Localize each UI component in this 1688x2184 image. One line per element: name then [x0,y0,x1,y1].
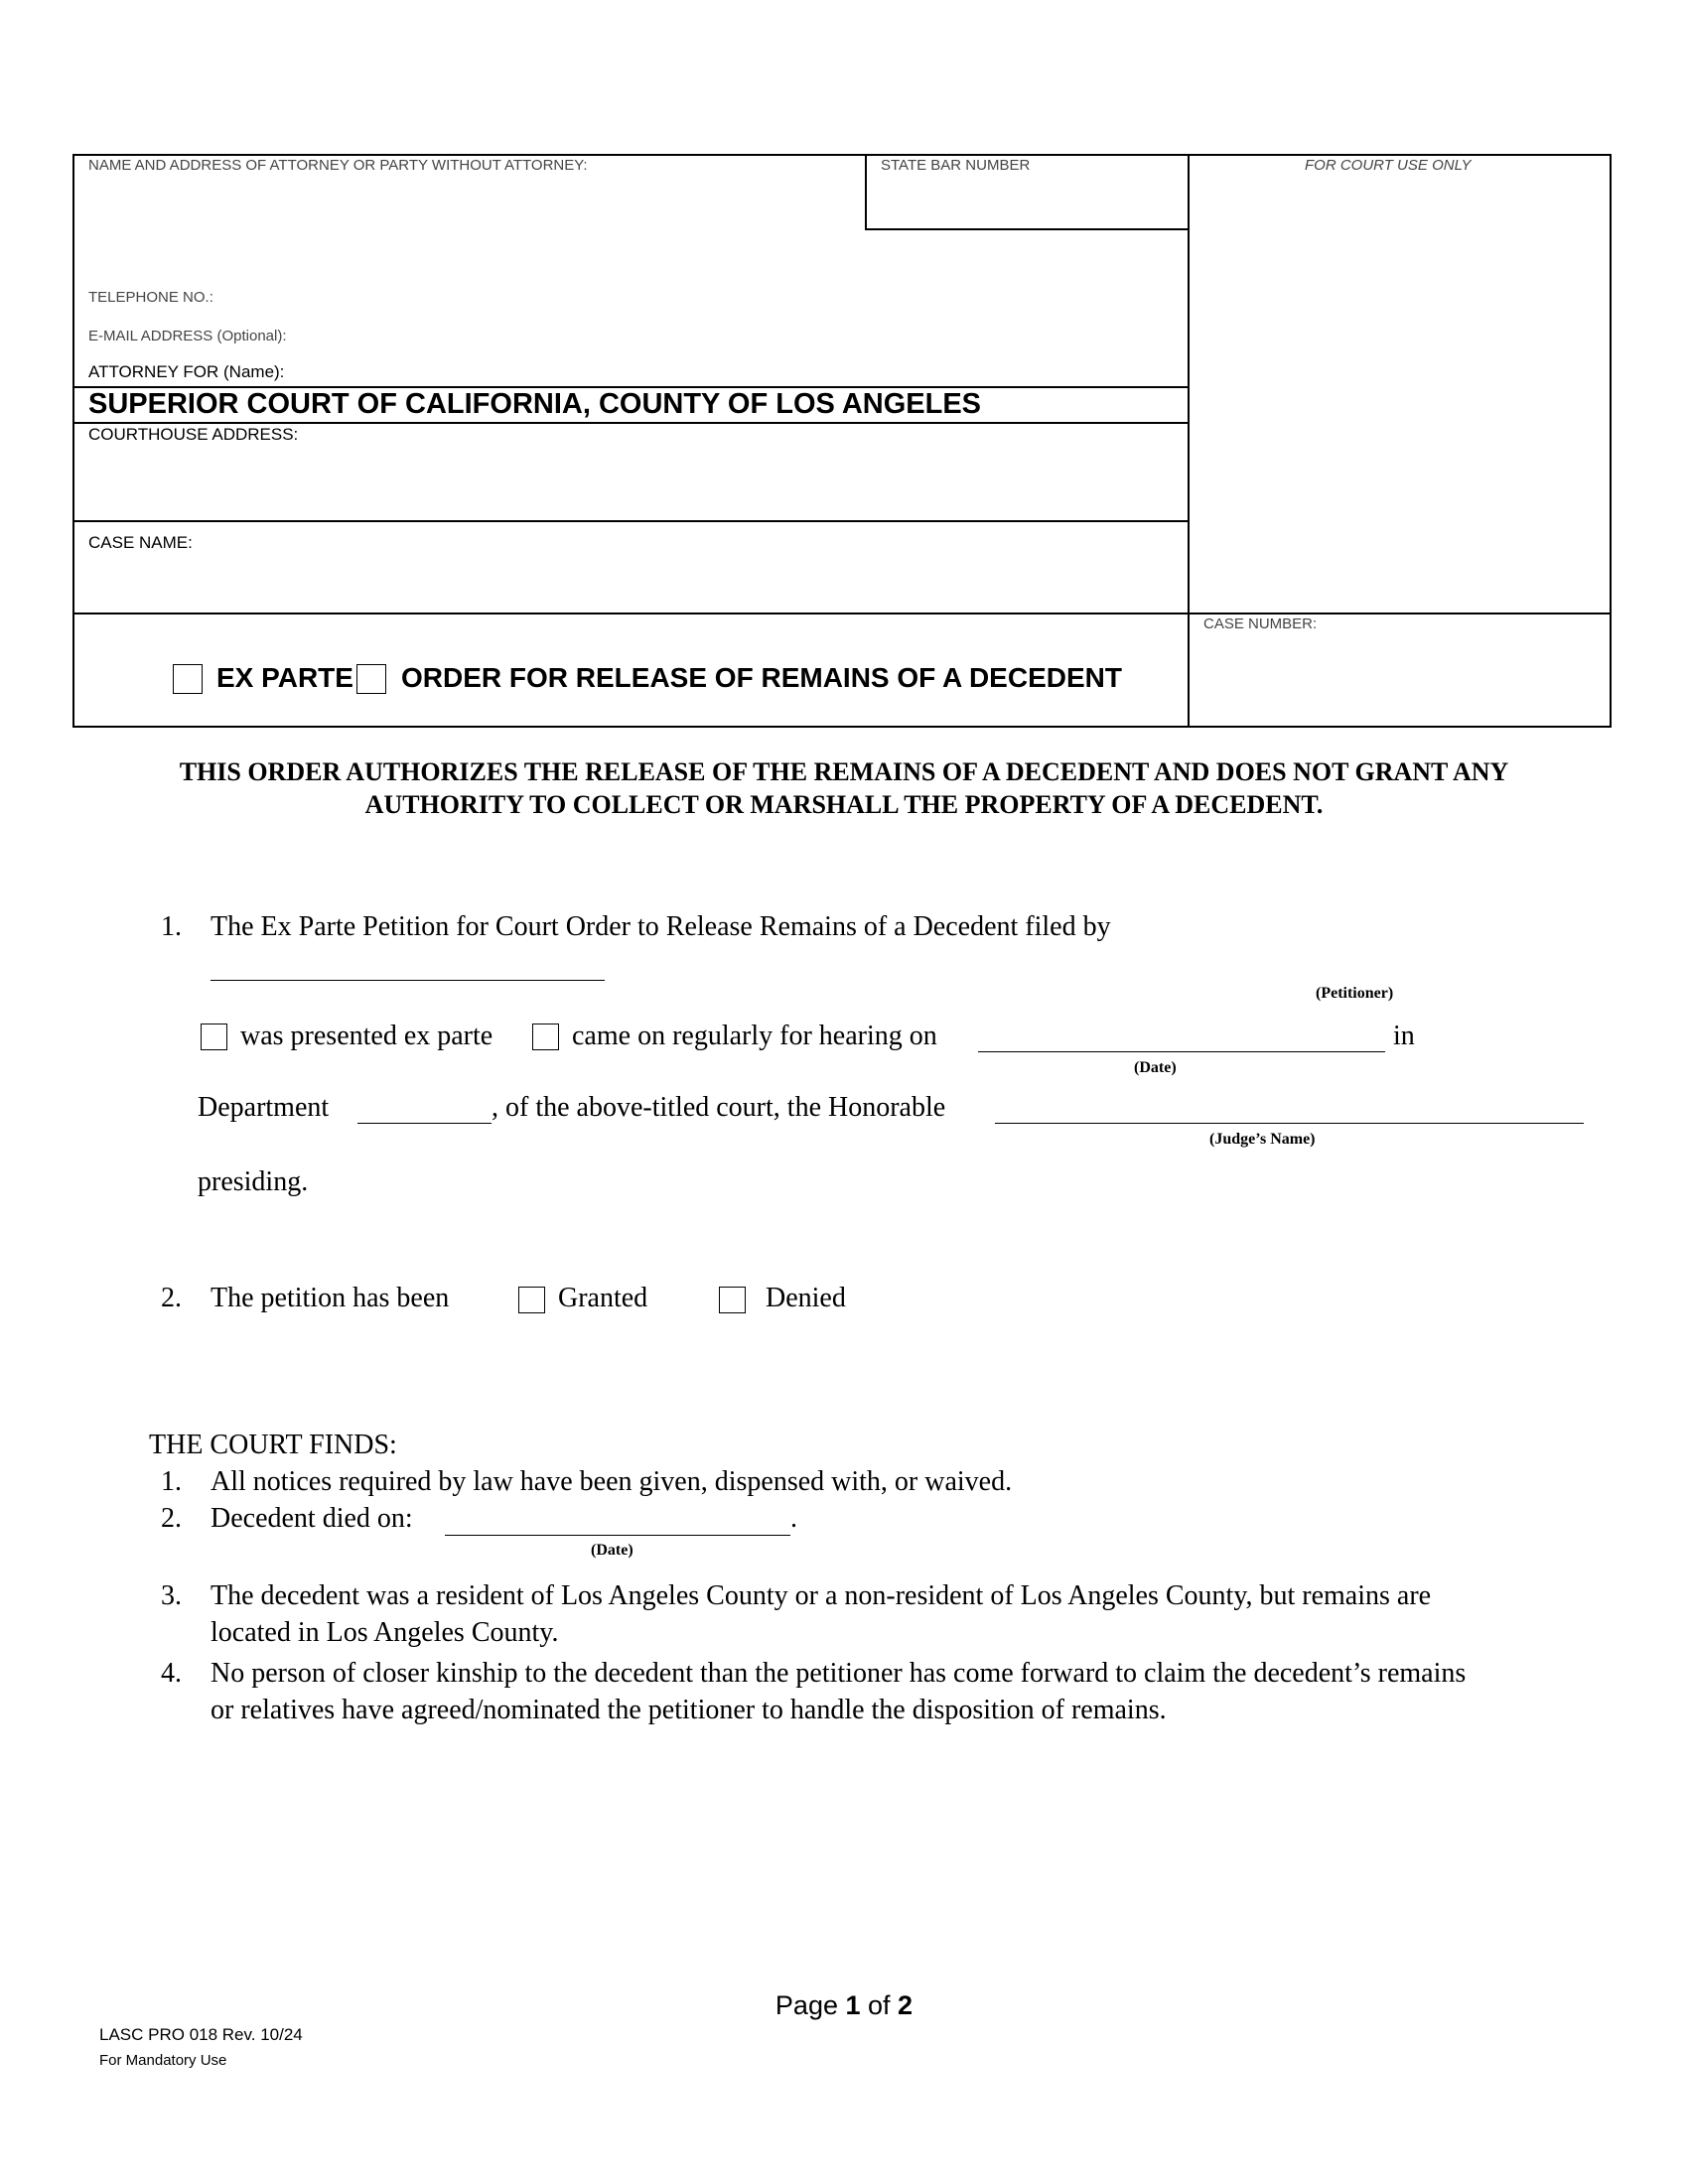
regular-hearing-checkbox[interactable] [532,1024,559,1050]
hearing-date-field[interactable] [978,1051,1385,1052]
email-label[interactable]: E-MAIL ADDRESS (Optional): [88,328,287,344]
attorney-caption: NAME AND ADDRESS OF ATTORNEY OR PARTY WITHOUT ATTORNEY: [88,157,588,174]
granted-label: Granted [558,1283,648,1313]
notice-line-1: THIS ORDER AUTHORIZES THE RELEASE OF THE REMAINS OF A DECEDENT AND DOES NOT GRANT ANY [179,757,1509,786]
finding-1-text: All notices required by law have been given, dispensed with, or waived. [211,1466,1013,1497]
page-prefix: Page [774,1990,846,2020]
court-use-caption: FOR COURT USE ONLY [1305,157,1472,174]
petitioner-field[interactable] [211,980,605,981]
order-title-checkbox[interactable] [356,664,386,694]
case-name-label[interactable]: CASE NAME: [88,533,193,552]
finding-2-number: 2. [161,1503,182,1534]
petitioner-caption: (Petitioner) [1316,985,1394,1002]
judge-name-caption: (Judge’s Name) [1209,1131,1316,1148]
ex-parte-checkbox[interactable] [173,664,203,694]
finding-3-line-1: The decedent was a resident of Los Angeles County or a non-resident of Los Angeles County, but remains are [211,1580,1432,1611]
page-number: 1 [845,1990,861,2020]
page-indicator [0,1990,1688,2021]
notice-line-2: AUTHORITY TO COLLECT OR MARSHALL THE PROPERTY OF A DECEDENT. [364,790,1324,819]
regular-hearing-label: came on regularly for hearing on [572,1021,937,1051]
item-1-text: The Ex Parte Petition for Court Order to Release Remains of a Decedent filed by [211,911,1111,942]
denied-checkbox[interactable] [719,1287,746,1313]
telephone-label[interactable]: TELEPHONE NO.: [88,289,213,306]
finding-4-line-2: or relatives have agreed/nominated the petitioner to handle the disposition of remains. [211,1695,1167,1725]
denied-label: Denied [766,1283,846,1313]
page-mid: of [860,1990,899,2020]
item-1-number: 1. [161,911,182,942]
granted-checkbox[interactable] [518,1287,545,1313]
finding-3-line-2: located in Los Angeles County. [211,1617,559,1648]
presented-ex-parte-label: was presented ex parte [240,1021,493,1051]
in-word: in [1393,1021,1415,1051]
court-name: SUPERIOR COURT OF CALIFORNIA, COUNTY OF LOS ANGELES [88,388,982,420]
page-total: 2 [898,1990,914,2020]
department-rest: , of the above-titled court, the Honorable [492,1092,946,1123]
courthouse-address-label[interactable]: COURTHOUSE ADDRESS: [88,425,299,444]
item-2-number: 2. [161,1283,182,1313]
ex-parte-title: EX PARTE [216,662,353,693]
judge-name-field[interactable] [995,1123,1584,1124]
presiding-word: presiding. [198,1166,309,1197]
finding-2-text: Decedent died on: [211,1503,413,1534]
order-title: ORDER FOR RELEASE OF REMAINS OF A DECEDENT [401,662,1122,693]
department-field[interactable] [357,1123,492,1124]
finding-2-period: . [790,1503,797,1534]
finding-4-number: 4. [161,1658,182,1689]
attorney-for-label[interactable]: ATTORNEY FOR (Name): [88,362,285,381]
department-label: Department [198,1092,330,1123]
finding-1-number: 1. [161,1466,182,1497]
finding-4-line-1: No person of closer kinship to the decedent than the petitioner has come forward to claim the decedent’s remains [211,1658,1467,1689]
hearing-date-caption: (Date) [1134,1059,1177,1076]
case-number-label[interactable]: CASE NUMBER: [1203,615,1318,632]
presented-ex-parte-checkbox[interactable] [201,1024,227,1050]
item-2-text: The petition has been [211,1283,450,1313]
finding-3-number: 3. [161,1580,182,1611]
mandatory-use: For Mandatory Use [99,2052,227,2069]
findings-heading: THE COURT FINDS: [149,1430,397,1460]
death-date-caption: (Date) [591,1542,633,1559]
state-bar-caption: STATE BAR NUMBER [881,157,1031,174]
form-id: LASC PRO 018 Rev. 10/24 [99,2025,303,2044]
death-date-field[interactable] [445,1535,790,1536]
